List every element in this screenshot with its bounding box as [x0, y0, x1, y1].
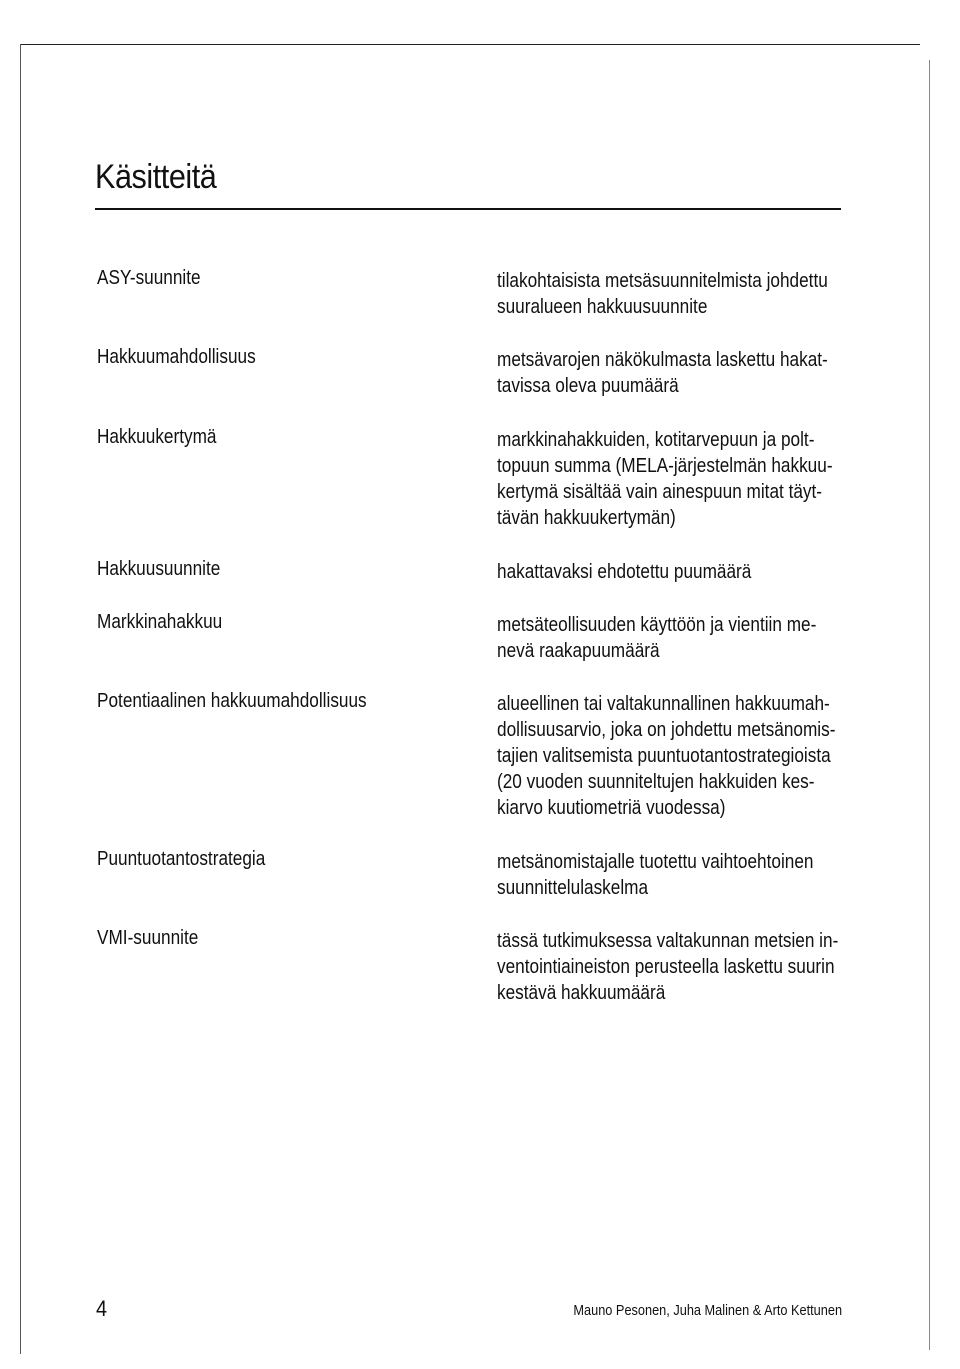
- definition-hakkuumahdollisuus: metsävarojen näkökulmasta laskettu hakat- tavissa oleva puumäärä: [497, 349, 828, 397]
- definition-potentiaalinen-hakkuumahdollisuus: alueellinen tai valtakunnallinen hakkuumah- dollisuusarvio, joka on johdettu metsänomis- tajien valitsemista puuntuotantostrategioista (20 vuoden suunniteltujen hakkuiden kes- kiarvo kuutiometriä vuodessa): [497, 693, 836, 819]
- page-frame-top-line: [20, 44, 920, 45]
- term-hakkuumahdollisuus: Hakkuumahdollisuus: [97, 346, 256, 368]
- term-markkinahakkuu: Markkinahakkuu: [97, 611, 223, 633]
- term-asy-suunnite: ASY-suunnite: [97, 267, 201, 289]
- term-vmi-suunnite: VMI-suunnite: [97, 927, 199, 949]
- definition-asy-suunnite: tilakohtaisista metsäsuunnitelmista johdettu suuralueen hakkuusuunnite: [497, 270, 828, 318]
- footer-authors: Mauno Pesonen, Juha Malinen & Arto Kettunen: [573, 1302, 842, 1319]
- page-number: 4: [96, 1296, 108, 1321]
- term-hakkuukertyma: Hakkuukertymä: [97, 426, 217, 448]
- term-potentiaalinen-hakkuumahdollisuus: Potentiaalinen hakkuumahdollisuus: [97, 690, 367, 712]
- definition-puuntuotantostrategia: metsänomistajalle tuotettu vaihtoehtoinen suunnittelulaskelma: [497, 851, 814, 899]
- title-underline: [95, 208, 841, 210]
- definition-markkinahakkuu: metsäteollisuuden käyttöön ja vientiin me- nevä raakapuumäärä: [497, 614, 817, 662]
- definition-hakkuukertyma: markkinahakkuiden, kotitarvepuun ja polt- topuun summa (MELA-järjestelmän hakkuu- kertymä sisältää vain ainespuun mitat täyt- tävän hakkuukertymän): [497, 429, 833, 529]
- term-hakkuusuunnite: Hakkuusuunnite: [97, 558, 221, 580]
- term-puuntuotantostrategia: Puuntuotantostrategia: [97, 848, 266, 870]
- page-title: Käsitteitä: [95, 158, 217, 196]
- page-frame-right-line: [929, 60, 930, 1350]
- definition-hakkuusuunnite: hakattavaksi ehdotettu puumäärä: [497, 561, 752, 583]
- definition-vmi-suunnite: tässä tutkimuksessa valtakunnan metsien in- ventointiaineiston perusteella laskettu suurin kestävä hakkuumäärä: [497, 930, 839, 1004]
- page-frame-left-line: [20, 44, 21, 1354]
